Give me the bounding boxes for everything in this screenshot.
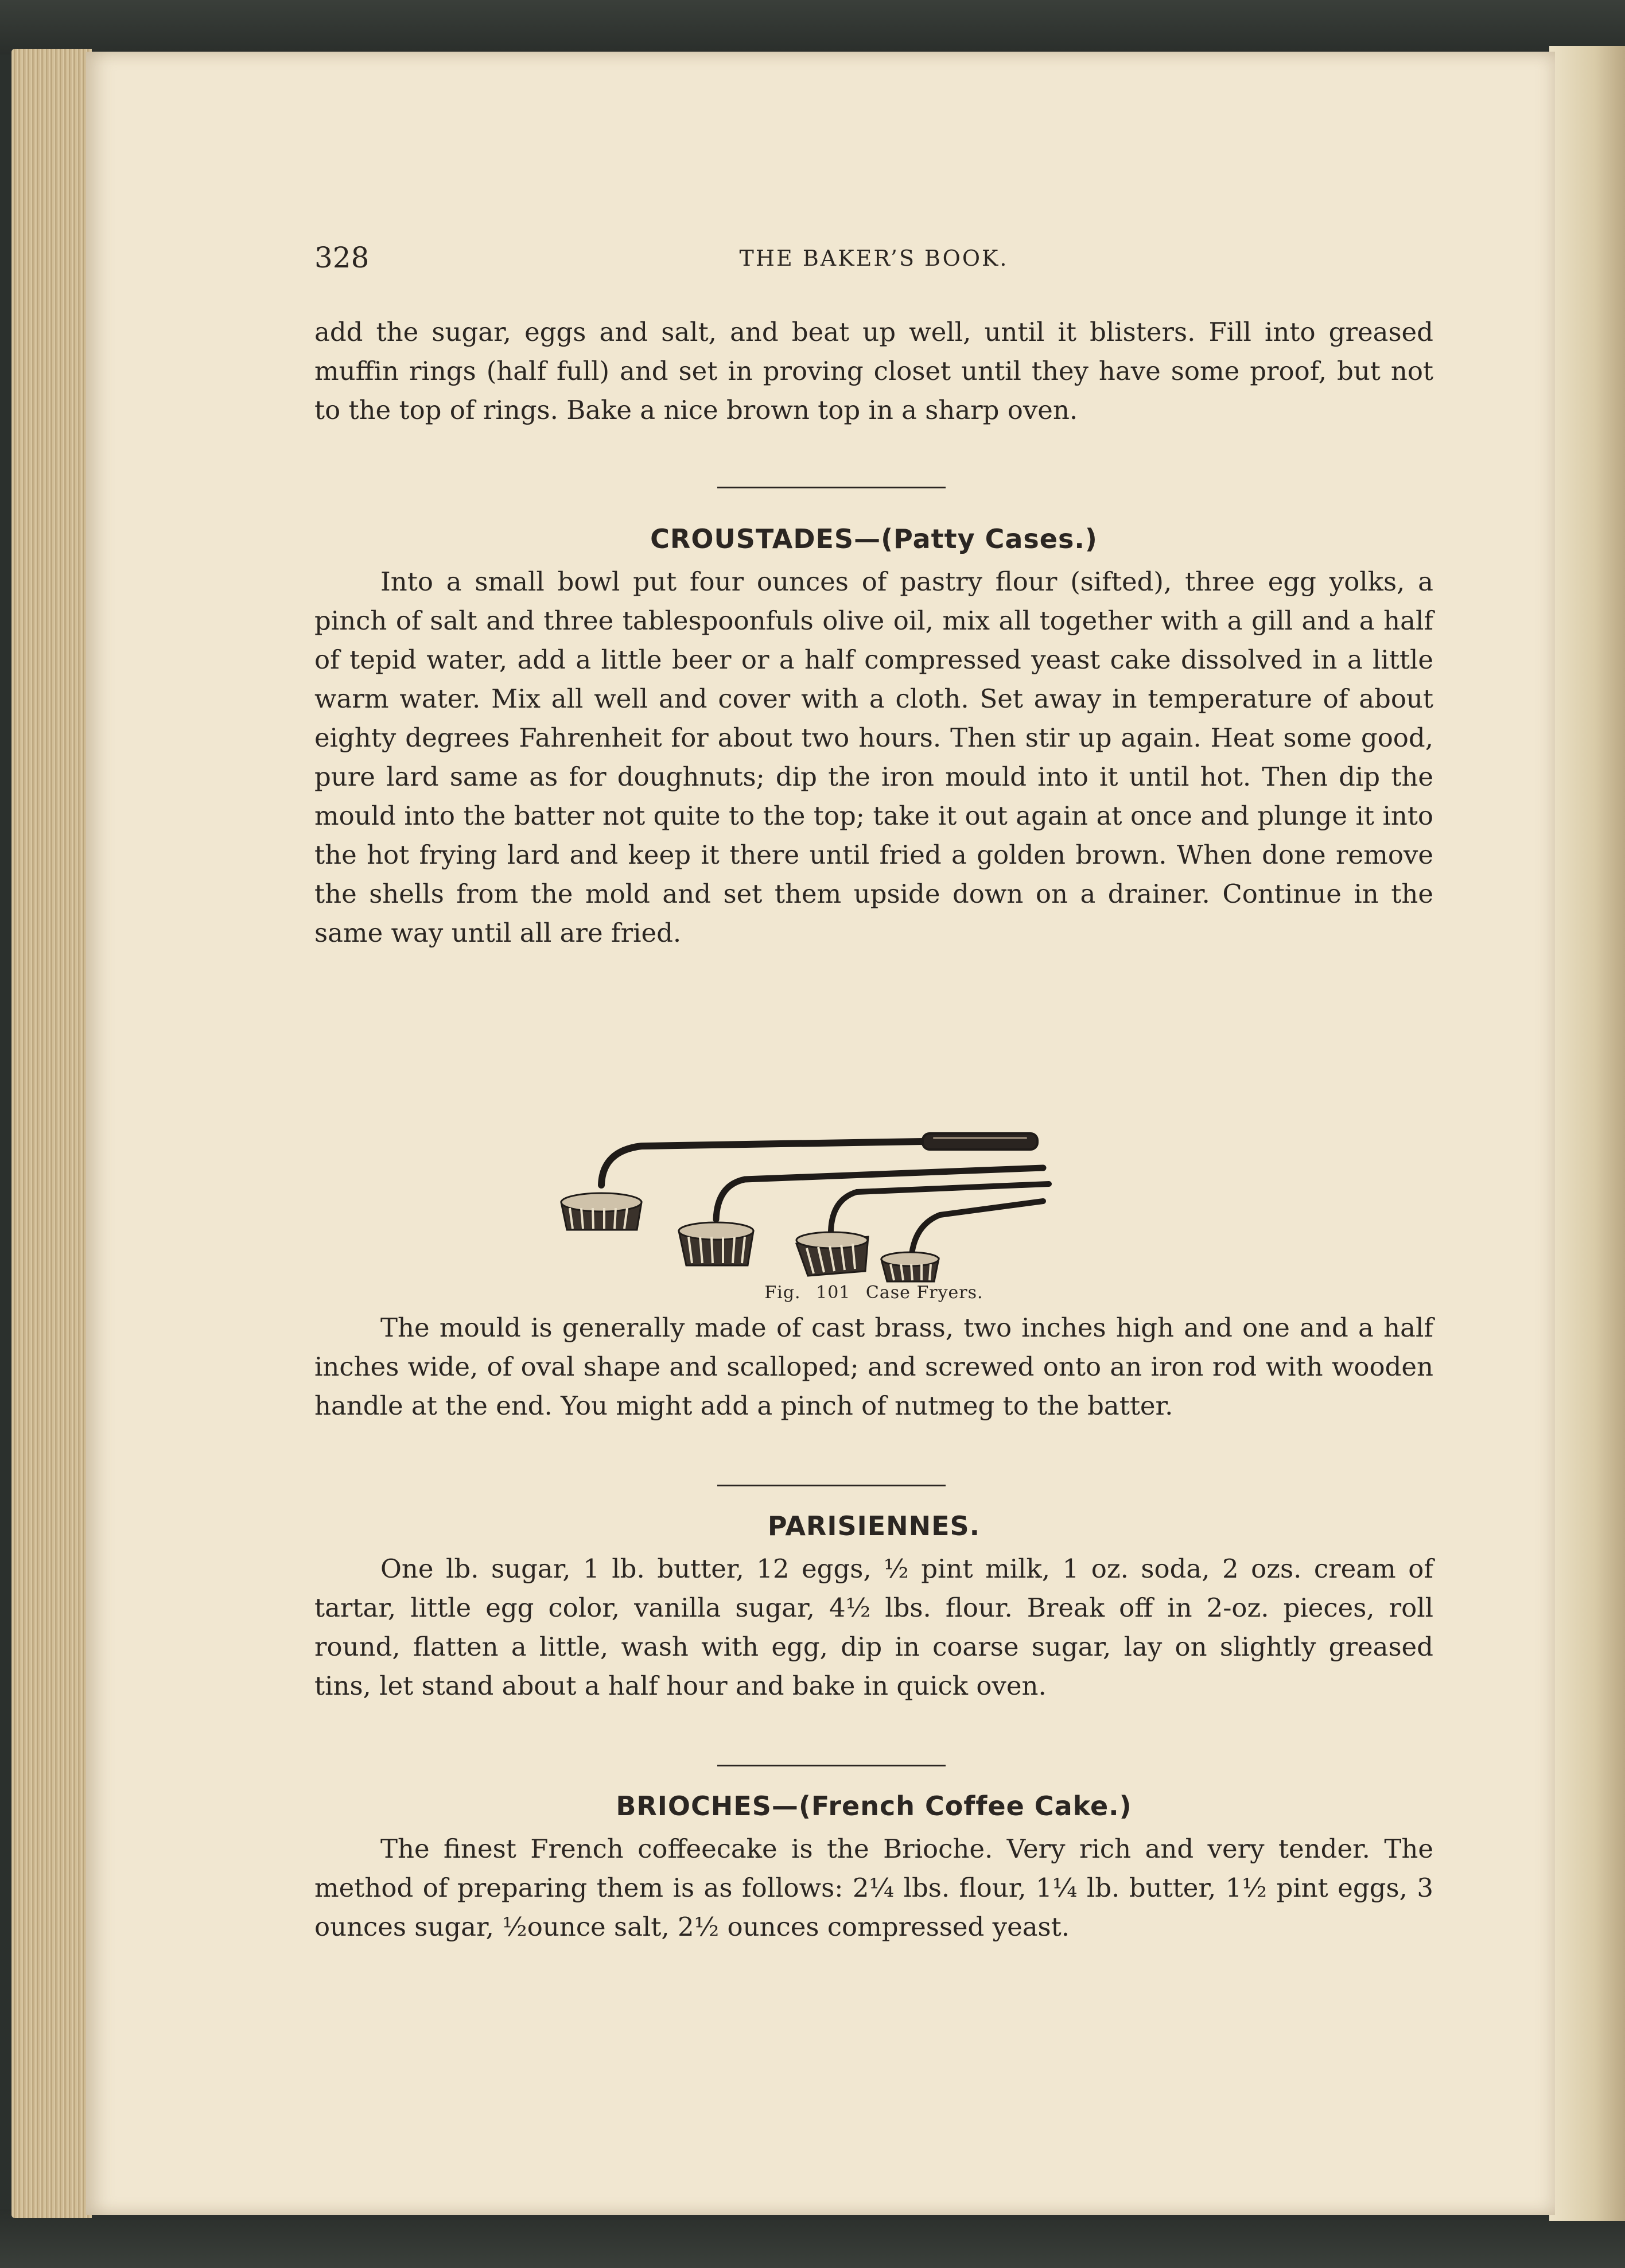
section-divider	[717, 1485, 946, 1486]
case-fryers-illustration	[555, 1093, 1106, 1283]
book-cover-top	[0, 0, 1625, 55]
parisiennes-paragraph: One lb. sugar, 1 lb. butter, 12 eggs, ½ pint milk, 1 oz. soda, 2 ozs. cream of tartar, little egg color, vanilla sugar, 4½ lbs. flour. Break off in 2-oz. pieces, roll round, flatten a little, wash with egg, dip in coarse sugar, lay on slightly greased tins, let stand about a half hour and bake in quick oven.	[314, 1554, 1433, 1701]
mould-paragraph: The mould is generally made of cast brass, two inches high and one and a half inches wide, of oval shape and scalloped; and screwed onto an iron rod with wooden handle at the end. You might add a pinch of nutmeg to the batter.	[314, 1312, 1433, 1421]
brioches-paragraph: The finest French coffeecake is the Brioche. Very rich and very tender. The method of preparing them is as follows: 2¼ lbs. flour, 1¼ lb. butter, 1½ pint eggs, 3 ounces sugar, ½ounce salt, 2½ ounces compressed yeast.	[314, 1834, 1433, 1942]
section-divider	[717, 487, 946, 488]
book-title: THE BAKER’S BOOK.	[739, 246, 1009, 271]
figure-label: Fig.	[764, 1283, 801, 1303]
page-number: 328	[314, 241, 370, 274]
section-divider	[717, 1765, 946, 1766]
brioches-heading: BRIOCHES—(French Coffee Cake.)	[616, 1791, 1132, 1822]
case-fryers-figure	[555, 1093, 1106, 1283]
running-head	[314, 241, 1433, 287]
book-cover-bottom	[0, 2209, 1625, 2268]
croustades-heading: CROUSTADES—(Patty Cases.)	[650, 523, 1098, 554]
figure-caption-text: Case Fryers.	[865, 1283, 983, 1303]
figure-number: 101	[816, 1283, 851, 1303]
parisiennes-heading: PARISIENNES.	[767, 1510, 981, 1541]
croustades-paragraph: Into a small bowl put four ounces of pastry flour (sifted), three egg yolks, a pinch of salt and three tablespoonfuls olive oil, mix all together with a gill and a half of tepid water, add a little beer or a half compressed yeast cake dissolved in a little warm water. Mix all well and cover with a cloth. Set away in temperature of about eighty degrees Fahrenheit for about two hours. Then stir up again. Heat some good, pure lard same as for doughnuts; dip the iron mould into it until hot. Then dip the mould into the batter not quite to the top; take it out again at once and plunge it into the hot frying lard and keep it there until fried a golden brown. When done remove the shells from the mold and set them upside down on a drainer. Continue in the same way until all are fried.	[314, 566, 1433, 948]
book-page	[86, 52, 1555, 2215]
intro-paragraph: add the sugar, eggs and salt, and beat up well, until it blisters. Fill into greased muffin rings (half full) and set in proving closet until they have some proof, but not to the top of rings. Bake a nice brown top in a sharp oven.	[314, 317, 1433, 425]
page-edges-left	[11, 49, 92, 2218]
figure-caption	[314, 1283, 1433, 1303]
page-edges-right	[1549, 46, 1625, 2221]
